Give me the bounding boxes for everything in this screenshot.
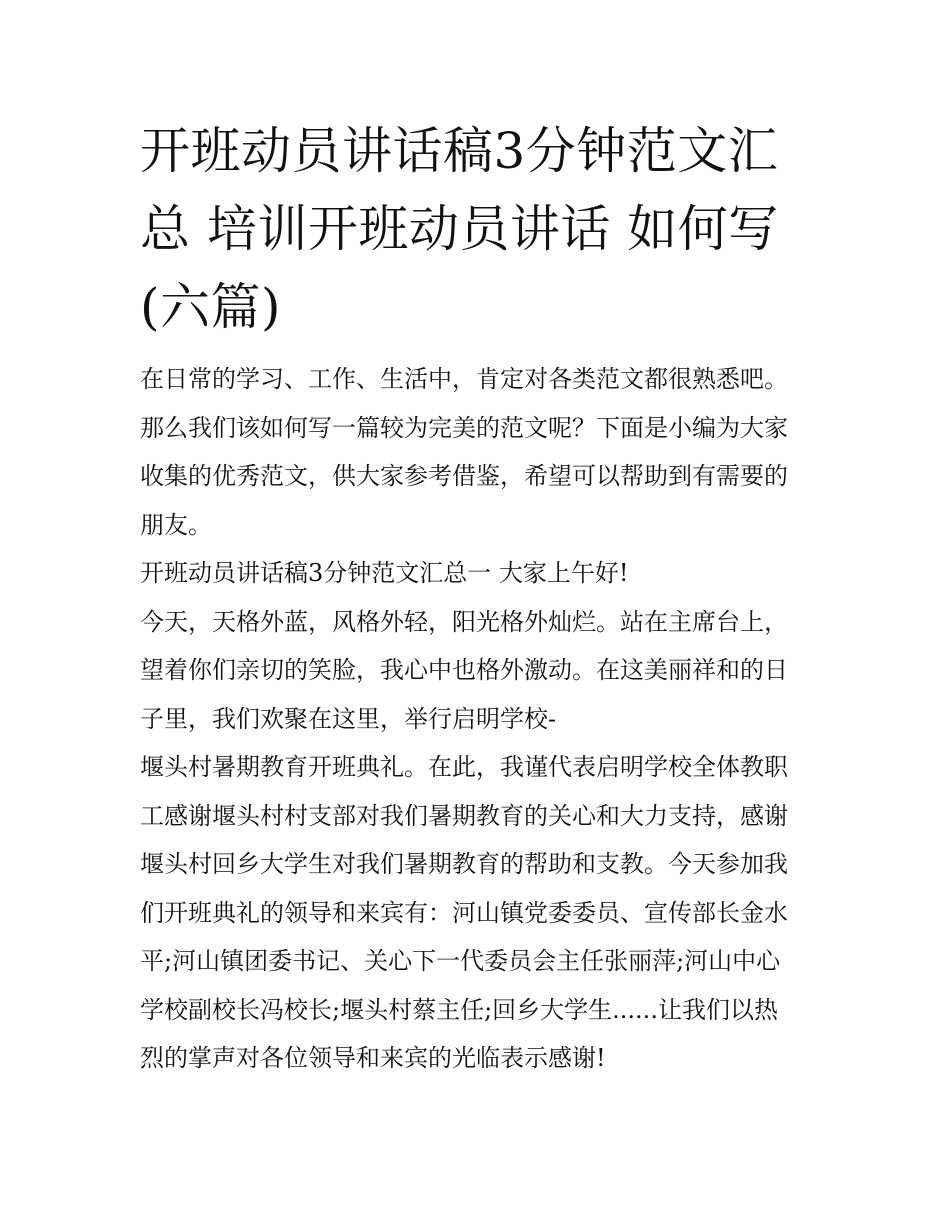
section-heading-line: 开班动员讲话稿3分钟范文汇总一 大家上午好! xyxy=(140,559,629,587)
title-line-3: (六篇) xyxy=(140,278,282,336)
body-line-15: 烈的掌声对各位领导和来宾的光临表示感谢! xyxy=(140,1044,606,1072)
body-line-6: 今天，天格外蓝，风格外轻，阳光格外灿烂。站在主席台上， xyxy=(140,607,788,636)
body-line-9: 堰头村暑期教育开班典礼。在此，我谨代表启明学校全体教职 xyxy=(140,753,788,781)
document-body xyxy=(140,355,830,1083)
body-line-2: 那么我们该如何写一篇较为完美的范文呢？下面是小编为大家 xyxy=(140,413,788,442)
document-title xyxy=(140,112,820,346)
body-line-11: 堰头村回乡大学生对我们暑期教育的帮助和支教。今天参加我 xyxy=(140,850,788,878)
body-line-14: 学校副校长冯校长;堰头村蔡主任;回乡大学生......让我们以热 xyxy=(140,995,778,1024)
body-line-4: 朋友。 xyxy=(140,510,212,539)
body-line-1: 在日常的学习、工作、生活中，肯定对各类范文都很熟悉吧。 xyxy=(140,365,788,393)
body-line-3: 收集的优秀范文，供大家参考借鉴，希望可以帮助到有需要的 xyxy=(140,462,788,490)
body-line-8: 子里，我们欢聚在这里，举行启明学校- xyxy=(140,704,557,733)
body-line-13: 平;河山镇团委书记、关心下一代委员会主任张丽萍;河山中心 xyxy=(140,947,781,975)
title-line-2: 总 培训开班动员讲话 如何写 xyxy=(140,200,779,258)
body-line-12: 们开班典礼的领导和来宾有：河山镇党委委员、宣传部长金水 xyxy=(140,898,788,927)
title-line-1: 开班动员讲话稿3分钟范文汇 xyxy=(140,122,779,180)
body-line-7: 望着你们亲切的笑脸，我心中也格外激动。在这美丽祥和的日 xyxy=(140,656,788,684)
body-line-10: 工感谢堰头村村支部对我们暑期教育的关心和大力支持，感谢 xyxy=(140,801,788,830)
